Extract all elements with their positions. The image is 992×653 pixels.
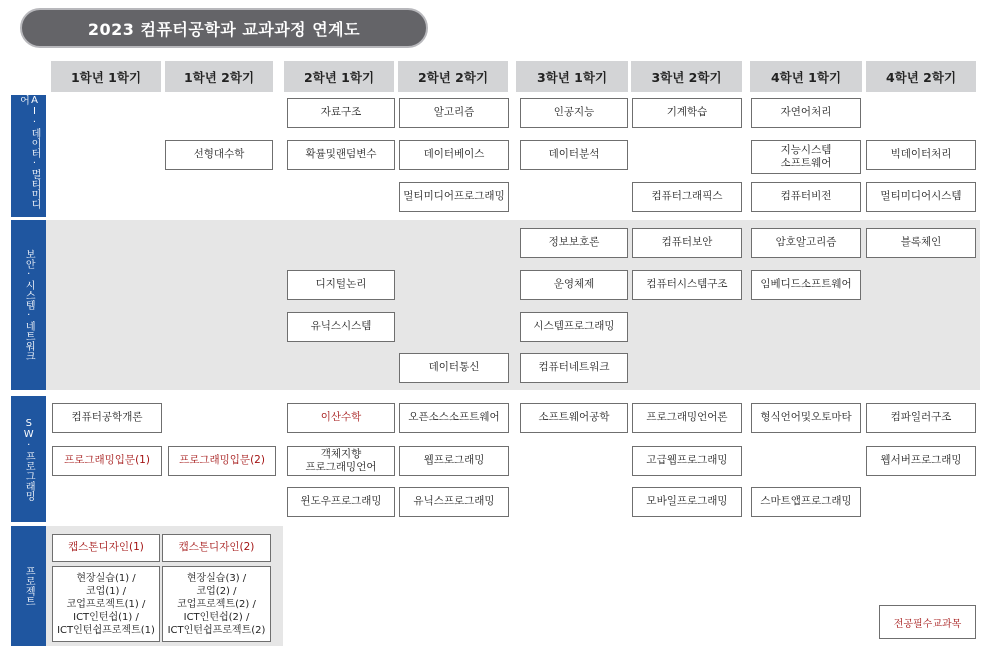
course-unix-programming: 유닉스프로그래밍	[399, 487, 509, 517]
course-mobile-programming: 모바일프로그래밍	[632, 487, 742, 517]
section-label-security: 보안·시스템·네트워크	[11, 220, 46, 390]
course-windows-programming: 윈도우프로그래밍	[287, 487, 395, 517]
semester-header: 4학년 2학기	[866, 61, 976, 92]
course-system-programming: 시스템프로그래밍	[520, 312, 628, 342]
course-embedded-software: 임베디드소프트웨어	[751, 270, 861, 300]
course-unix-system: 유닉스시스템	[287, 312, 395, 342]
semester-header: 2학년 2학기	[398, 61, 508, 92]
course-multimedia-systems: 멀티미디어시스템	[866, 182, 976, 212]
course-advanced-web-programming: 고급웹프로그래밍	[632, 446, 742, 476]
course-compiler: 컴파일러구조	[866, 403, 976, 433]
course-web-server-programming: 웹서버프로그래밍	[866, 446, 976, 476]
course-operating-systems: 운영체제	[520, 270, 628, 300]
course-intro-computer-engineering: 컴퓨터공학개론	[52, 403, 162, 433]
semester-header: 1학년 1학기	[51, 61, 161, 92]
semester-header: 3학년 2학기	[631, 61, 742, 92]
section-label-sw: SW·프로그래밍	[11, 396, 46, 522]
course-capstone-design-1: 캡스톤디자인(1)	[52, 534, 160, 562]
course-algorithms: 알고리즘	[399, 98, 509, 128]
course-computer-graphics: 컴퓨터그래픽스	[632, 182, 742, 212]
course-field-training-group-2: 현장실습(3) / 코업(2) / 코업프로젝트(2) / ICT인턴쉽(2) / ICT인턴쉽프로젝트(2)	[162, 566, 271, 642]
course-capstone-design-2: 캡스톤디자인(2)	[162, 534, 271, 562]
course-web-programming: 웹프로그래밍	[399, 446, 509, 476]
course-artificial-intelligence: 인공지능	[520, 98, 628, 128]
section-label-project: 프로젝트	[11, 526, 46, 646]
course-information-security: 정보보호론	[520, 228, 628, 258]
course-computer-network: 컴퓨터네트워크	[520, 353, 628, 383]
course-computer-architecture: 컴퓨터시스템구조	[632, 270, 742, 300]
course-smart-app-programming: 스마트앱프로그래밍	[751, 487, 861, 517]
course-data-communication: 데이터통신	[399, 353, 509, 383]
semester-header: 1학년 2학기	[165, 61, 273, 92]
course-probability-random-variables: 확률및랜덤변수	[287, 140, 395, 170]
course-computer-vision: 컴퓨터비전	[751, 182, 861, 212]
course-cryptography: 암호알고리즘	[751, 228, 861, 258]
course-linear-algebra: 선형대수학	[165, 140, 273, 170]
course-programming-intro-2: 프로그래밍입문(2)	[168, 446, 276, 476]
course-software-engineering: 소프트웨어공학	[520, 403, 628, 433]
course-field-training-group-1: 현장실습(1) / 코업(1) / 코업프로젝트(1) / ICT인턴쉽(1) / ICT인턴쉽프로젝트(1)	[52, 566, 160, 642]
course-open-source-software: 오픈소스소프트웨어	[399, 403, 509, 433]
course-digital-logic: 디지털논리	[287, 270, 395, 300]
course-formal-languages-automata: 형식언어및오토마타	[751, 403, 861, 433]
page-title: 2023 컴퓨터공학과 교과과정 연계도	[20, 8, 428, 48]
course-blockchain: 블록체인	[866, 228, 976, 258]
course-data-analysis: 데이터분석	[520, 140, 628, 170]
course-database: 데이터베이스	[399, 140, 509, 170]
course-machine-learning: 기계학습	[632, 98, 742, 128]
course-nlp: 자연어처리	[751, 98, 861, 128]
course-intelligent-system-software: 지능시스템 소프트웨어	[751, 140, 861, 174]
semester-header: 2학년 1학기	[284, 61, 394, 92]
legend-required-courses: 전공필수교과목	[879, 605, 976, 639]
course-programming-languages: 프로그래밍언어론	[632, 403, 742, 433]
section-label-ai: AI·데이터·멀티미디어	[11, 95, 46, 217]
course-discrete-math: 이산수학	[287, 403, 395, 433]
course-big-data: 빅데이터처리	[866, 140, 976, 170]
course-programming-intro-1: 프로그래밍입문(1)	[52, 446, 162, 476]
semester-header: 4학년 1학기	[750, 61, 862, 92]
course-computer-security: 컴퓨터보안	[632, 228, 742, 258]
course-multimedia-programming: 멀티미디어프로그래밍	[399, 182, 509, 212]
semester-header: 3학년 1학기	[516, 61, 628, 92]
course-data-structures: 자료구조	[287, 98, 395, 128]
course-object-oriented-programming: 객체지향 프로그래밍언어	[287, 446, 395, 476]
